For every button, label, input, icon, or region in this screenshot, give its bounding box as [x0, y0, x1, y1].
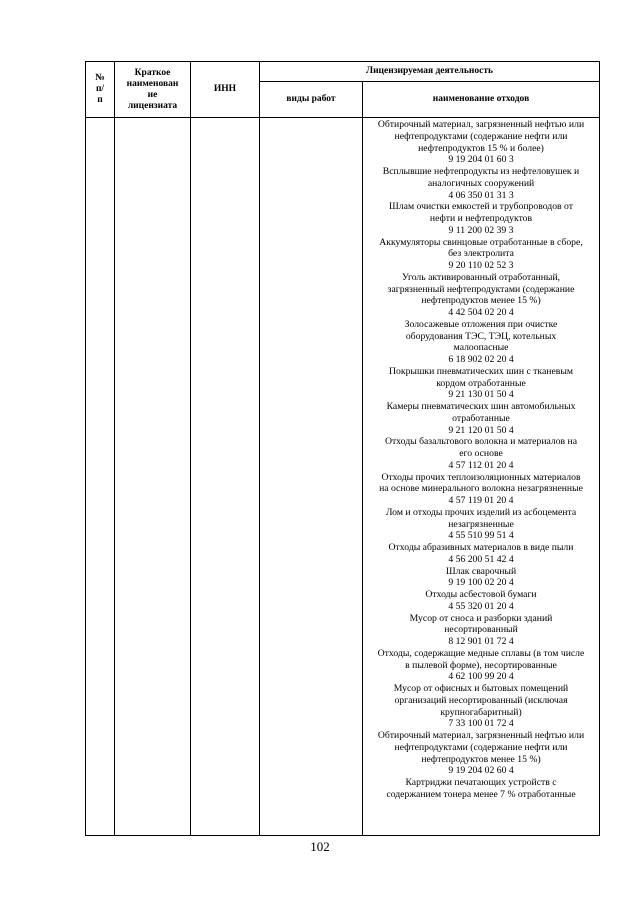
waste-line: в пылевой форме), несортированные — [405, 659, 557, 671]
waste-line: Шлам очистки емкостей и трубопроводов от — [389, 201, 573, 213]
waste-line: 6 18 902 02 20 4 — [448, 354, 514, 365]
waste-line: 4 56 200 51 42 4 — [448, 553, 514, 565]
header-short-name-line: ие — [147, 89, 158, 100]
waste-line: Картриджи печатающих устройств с — [405, 777, 557, 788]
header-short-name-line: наименован — [126, 78, 179, 89]
waste-line: Камеры пневматических шин автомобильных — [386, 401, 576, 412]
waste-line: Мусор от сноса и разборки зданий — [409, 612, 553, 624]
header-short-name — [115, 62, 191, 118]
waste-line: Обтирочный материал, загрязненный нефтью или — [377, 119, 585, 130]
waste-line: Шлак сварочный — [445, 565, 517, 577]
waste-line: 8 12 901 01 72 4 — [448, 636, 514, 647]
waste-line: оборудования ТЭС, ТЭЦ, котельных — [405, 330, 557, 342]
waste-line: 9 19 204 01 60 3 — [448, 154, 514, 166]
header-num-line: п — [97, 95, 103, 105]
waste-line: 9 21 120 01 50 4 — [448, 424, 514, 436]
header-work-types: виды работ — [260, 82, 363, 118]
waste-line: 4 42 504 02 20 4 — [448, 307, 514, 318]
waste-line: незагрязненные — [448, 518, 514, 530]
waste-line: Уголь активированный отработанный, — [401, 271, 561, 283]
waste-line: Лом и отходы прочих изделий из асбоцемента — [385, 506, 577, 518]
header-num — [86, 62, 115, 118]
waste-line: Отходы прочих теплоизоляционных материалов — [381, 471, 581, 483]
header-waste-names: наименование отходов — [363, 82, 600, 118]
waste-line: нефтепродуктами (содержание нефти или — [394, 741, 568, 753]
waste-line: нефтепродуктов менее 15 %) — [421, 295, 541, 307]
waste-line: нефтепродуктов менее 15 %) — [421, 753, 541, 765]
waste-line: 7 33 100 01 72 4 — [448, 718, 514, 730]
waste-line: нефти и нефтепродуктов — [429, 213, 533, 224]
waste-line: Обтирочный материал, загрязненный нефтью или — [377, 730, 585, 741]
header-num-line: № — [95, 73, 105, 83]
waste-line: 4 62 100 99 20 4 — [448, 671, 514, 683]
waste-line: 9 20 110 02 52 3 — [448, 260, 514, 271]
waste-line: 4 55 320 01 20 4 — [448, 600, 514, 612]
cell-num — [86, 118, 115, 836]
waste-line: Всплывшие нефтепродукты из нефтеловушек и — [382, 166, 580, 177]
waste-line: 4 06 350 01 31 3 — [448, 189, 514, 201]
waste-line: Золосажевые отложения при очистке — [404, 318, 558, 330]
cell-waste-names — [363, 118, 600, 836]
waste-line: 9 19 100 02 20 4 — [448, 577, 514, 589]
waste-line: Отходы базальтового волокна и материалов на — [384, 436, 578, 448]
waste-line: несортированный — [444, 624, 518, 636]
waste-line: его основе — [459, 448, 503, 459]
cell-work-types — [260, 118, 363, 836]
waste-line: Отходы абразивных материалов в виде пыли — [388, 542, 574, 553]
waste-line: содержанием тонера менее 7 % отработанные — [386, 788, 576, 800]
waste-line: Аккумуляторы свинцовые отработанные в сборе, — [379, 236, 583, 248]
waste-line: малоопасные — [453, 342, 509, 354]
waste-line: на основе минерального волокна незагрязненные — [379, 483, 583, 495]
waste-line: 4 55 510 99 51 4 — [448, 530, 514, 542]
waste-line: нефтепродуктов 15 % и более) — [418, 142, 544, 154]
waste-line: Отходы асбестовой бумаги — [425, 589, 537, 600]
page-number: 102 — [310, 839, 330, 854]
waste-line: 4 57 119 01 20 4 — [448, 495, 514, 506]
waste-line: Мусор от офисных и бытовых помещений — [393, 683, 569, 694]
header-num-line: п/ — [95, 84, 105, 94]
header-licensed-activity: Лицензируемая деятельность — [260, 62, 600, 82]
waste-line: загрязненный нефтепродуктами (содержание — [387, 283, 575, 295]
waste-line: нефтепродуктами (содержание нефти или — [394, 130, 568, 142]
header-inn: ИНН — [191, 62, 260, 118]
waste-line: 4 57 112 01 20 4 — [448, 459, 514, 471]
waste-line: организаций несортированный (исключая — [394, 694, 568, 706]
waste-line: 9 11 200 02 39 3 — [448, 224, 514, 236]
waste-line: без электролита — [448, 248, 514, 260]
waste-line: Отходы, содержащие медные сплавы (в том числе — [377, 647, 585, 659]
license-table — [85, 61, 600, 836]
waste-line: аналогичных сооружений — [427, 177, 535, 189]
waste-line: отработанные — [452, 412, 510, 424]
waste-line: крупногабаритный) — [440, 706, 522, 718]
header-short-name-line: Краткое — [134, 67, 171, 78]
waste-line: 9 21 130 01 50 4 — [448, 389, 514, 401]
cell-short-name — [115, 118, 191, 836]
waste-line: Покрышки пневматических шин с тканевым — [389, 365, 573, 377]
waste-line: кордом отработанные — [436, 377, 526, 389]
header-short-name-line: лицензиата — [127, 100, 178, 111]
waste-line: 9 19 204 02 60 4 — [448, 765, 514, 777]
cell-inn — [191, 118, 260, 836]
